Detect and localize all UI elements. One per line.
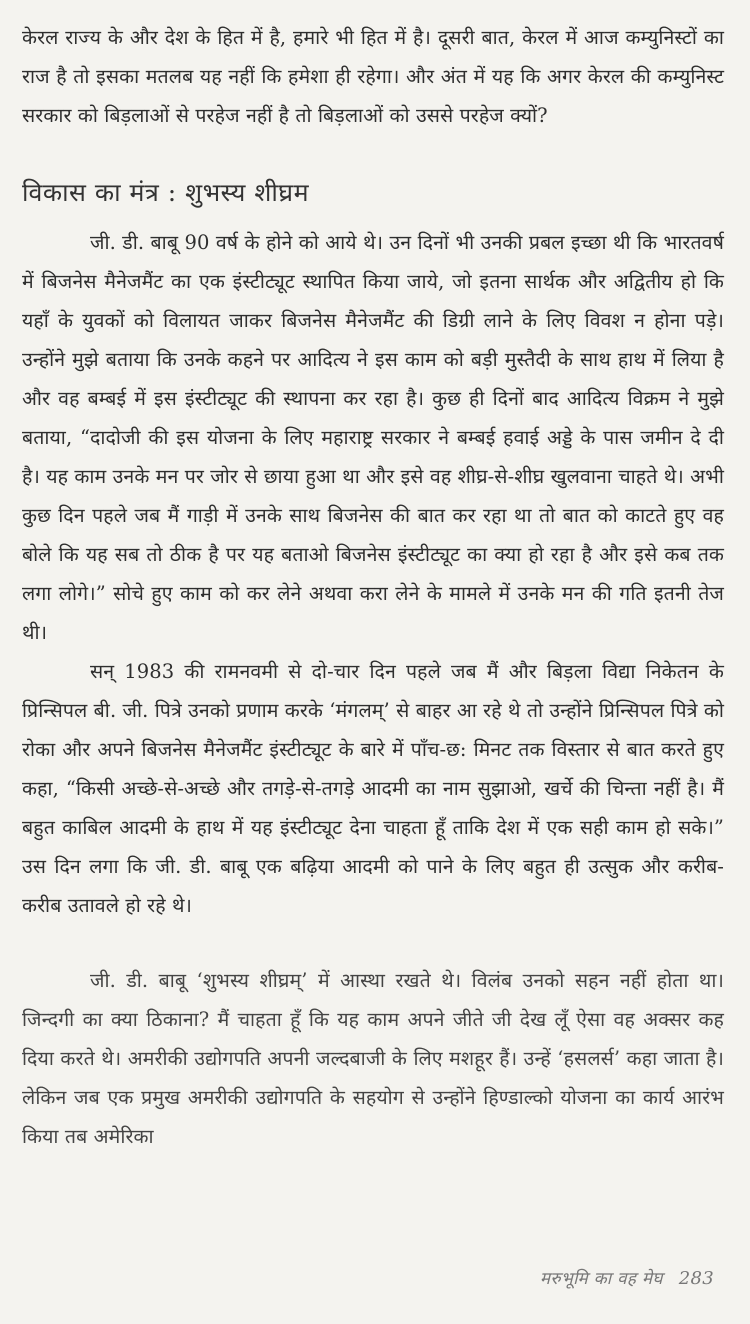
section-heading: विकास का मंत्र : शुभस्य शीघ्रम xyxy=(22,178,310,207)
paragraph-shubhasya-shighram: जी. डी. बाबू ‘शुभस्य शीघ्रम्’ में आस्था रखते थे। विलंब उनको सहन नहीं होता था। जिन्दगी का क्या ठिकाना? मैं चाहता हूँ कि यह काम अपने जीते जी देख लूँ ऐसा वह अक्सर कह दिया करते थे। अमरीकी उद्योगपति अपनी जल्दबाजी के लिए मशहूर हैं। उन्हें ‘हसलर्स’ कहा जाता है। लेकिन जब एक प्रमुख अमरीकी उद्योगपति के सहयोग से उन्होंने हिण्डाल्को योजना का कार्य आरंभ किया तब अमेरिका xyxy=(22,969,724,1148)
paragraph-ramnavami-1983: सन् 1983 की रामनवमी से दो-चार दिन पहले जब मैं और बिड़ला विद्या निकेतन के प्रिन्सिपल बी. जी. पित्रे उनको प्रणाम करके ‘मंगलम्’ से बाहर आ रहे थे तो उन्होंने प्रिन्सिपल पित्रे को रोका और अपने बिजनेस मैनेजमैंट इंस्टीट्यूट के बारे में पाँच-छ: मिनट तक विस्तार से बात करते हुए कहा, “किसी अच्छे-से-अच्छे और तगड़े-से-तगड़े आदमी का नाम सुझाओ, खर्चे की चिन्ता नहीं है। मैं बहुत काबिल आदमी के हाथ में यह इंस्टीट्यूट देना चाहता हूँ ताकि देश में एक सही काम हो सके।” उस दिन लगा कि जी. डी. बाबू एक बढ़िया आदमी को पाने के लिए बहुत ही उत्सुक और करीब-करीब उतावले हो रहे थे। xyxy=(22,660,725,917)
paragraph-kerala: केरल राज्य के और देश के हित में है, हमारे भी हित में है। दूसरी बात, केरल में आज कम्युनिस्टों का राज है तो इसका मतलब यह नहीं कि हमेशा ही रहेगा। और अंत में यह कि अगर केरल की कम्युनिस्ट सरकार को बिड़लाओं से परहेज नहीं है तो बिड़लाओं को उससे परहेज क्यों? xyxy=(22,26,724,127)
paragraph-spacer xyxy=(22,925,724,961)
paragraph-gd-babu-institute: जी. डी. बाबू 90 वर्ष के होने को आये थे। उन दिनों भी उनकी प्रबल इच्छा थी कि भारतवर्ष में बिजनेस मैनेजमैंट का एक इंस्टीट्यूट स्थापित किया जाये, जो इतना सार्थक और अद्वितीय हो कि यहाँ के युवकों को विलायत जाकर बिजनेस मैनेजमैंट की डिग्री लाने के लिए विवश न होना पड़े। उन्होंने मुझे बताया कि उनके कहने पर आदित्य ने इस काम को बड़ी मुस्तैदी के साथ हाथ में लिया है और वह बम्बई में इस इंस्टीट्यूट की स्थापना कर रहा है। कुछ ही दिनों बाद आदित्य विक्रम ने मुझे बताया, “दादोजी की इस योजना के लिए महाराष्ट्र सरकार ने बम्बई हवाई अड्डे के पास जमीन दे दी है। यह काम उनके मन पर जोर से छाया हुआ था और इसे वह शीघ्र-से-शीघ्र खुलवाना चाहते थे। अभी कुछ दिन पहले जब मैं गाड़ी में उनके साथ बिजनेस की बात कर रहा था तो बात को काटते हुए वह बोले कि यह सब तो ठीक है पर यह बताओ बिजनेस इंस्टीट्यूट का क्या हो रहा है और इसे कब तक लगा लोगे।” सोचे हुए काम को कर लेने अथवा करा लेने के मामले में उनके मन की गति इतनी तेज थी। xyxy=(22,231,724,644)
running-title: मरुभूमि का वह मेघ xyxy=(539,1269,663,1289)
page-footer xyxy=(540,1266,714,1289)
page-number: 283 xyxy=(678,1268,714,1289)
